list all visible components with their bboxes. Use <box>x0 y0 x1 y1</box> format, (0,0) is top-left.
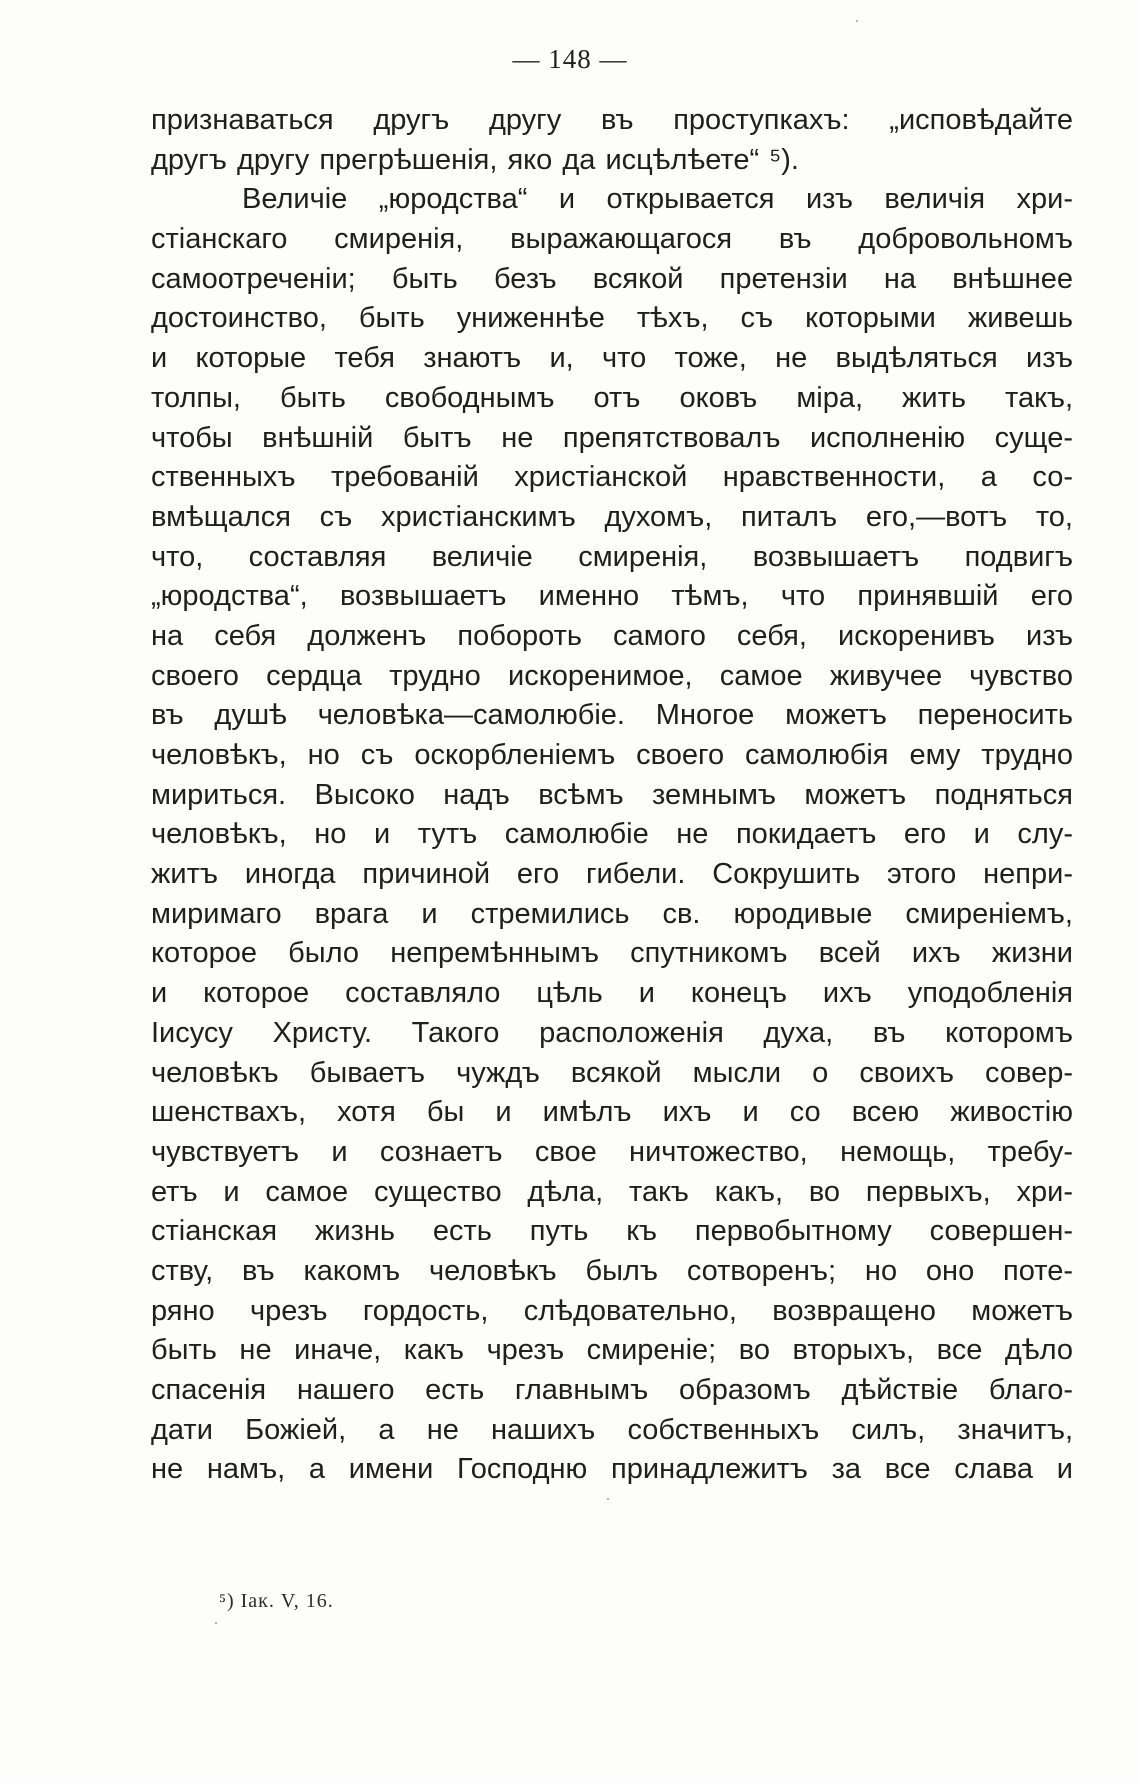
text-line: и которые тебя знаютъ и, что тоже, не выдѣляться изъ <box>151 342 1073 375</box>
text-line: мириться. Высоко надъ всѣмъ земнымъ можетъ подняться <box>151 778 1073 811</box>
scan-speck <box>607 1498 609 1500</box>
text-line: что, составляя величіе смиренія, возвышаетъ подвигъ <box>151 540 1073 573</box>
text-line: признаваться другъ другу въ проступкахъ: „исповѣдайте <box>151 104 1073 136</box>
text-line: „юродства“, возвышаетъ именно тѣмъ, что принявшій его <box>151 580 1073 613</box>
text-line: человѣкъ, но и тутъ самолюбіе не покидаетъ его и слу- <box>151 818 1073 851</box>
text-line: достоинство, быть униженнѣе тѣхъ, съ которыми живешь <box>151 302 1073 335</box>
text-line: стіанскаго смиренія, выражающагося въ добровольномъ <box>151 223 1073 256</box>
text-line: другъ другу прегрѣшенія, яко да исцѣлѣете“ ⁵). <box>151 143 799 176</box>
text-line: Величіе „юродства“ и открывается изъ величія хри- <box>242 183 1073 216</box>
text-line: житъ иногда причиной его гибели. Сокрушить этого непри- <box>151 858 1073 891</box>
footnote: ⁵) Іак. V, 16. <box>219 1590 334 1612</box>
text-line: дати Божіей, а не нашихъ собственныхъ силъ, значитъ, <box>151 1413 1073 1446</box>
text-line: чувствуетъ и сознаетъ свое ничтожество, немощь, требу- <box>151 1135 1073 1168</box>
text-line: ряно чрезъ гордость, слѣдовательно, возвращено можетъ <box>151 1294 1073 1327</box>
page-number: — 148 — <box>512 44 628 74</box>
text-line: своего сердца трудно искоренимое, самое живучее чувство <box>151 659 1073 692</box>
text-line: на себя долженъ побороть самого себя, искоренивъ изъ <box>151 619 1073 652</box>
text-line: человѣкъ бываетъ чуждъ всякой мысли о своихъ совер- <box>151 1056 1073 1089</box>
text-line: ственныхъ требованій христіанской нравственности, а со- <box>151 461 1073 494</box>
text-line: стіанская жизнь есть путь къ первобытному совершен- <box>151 1215 1073 1248</box>
text-line: спасенія нашего есть главнымъ образомъ дѣйствіе благо- <box>151 1374 1073 1406</box>
text-line: въ душѣ человѣка—самолюбіе. Многое можетъ переносить <box>151 699 1073 732</box>
text-line: толпы, быть свободнымъ отъ оковъ міра, жить такъ, <box>151 381 1073 414</box>
text-line: человѣкъ, но съ оскорбленіемъ своего самолюбія ему трудно <box>151 739 1073 771</box>
text-line: вмѣщался съ христіанскимъ духомъ, питалъ его,—вотъ то, <box>151 500 1073 533</box>
text-line: самоотреченіи; быть безъ всякой претензіи на внѣшнее <box>151 262 1073 295</box>
text-line: шенствахъ, хотя бы и имѣлъ ихъ и со всею живостію <box>151 1096 1073 1129</box>
text-line: не намъ, а имени Господню принадлежитъ за все слава и <box>151 1453 1073 1486</box>
scan-speck <box>215 1622 217 1624</box>
text-line: миримаго врага и стремились св. юродивые смиреніемъ, <box>151 897 1073 930</box>
text-line: и которое составляло цѣль и конецъ ихъ уподобленія <box>151 977 1073 1010</box>
text-line: чтобы внѣшній бытъ не препятствовалъ исполненію суще- <box>151 421 1073 454</box>
text-line: быть не иначе, какъ чрезъ смиреніе; во вторыхъ, все дѣло <box>151 1334 1073 1367</box>
text-line: етъ и самое существо дѣла, такъ какъ, во первыхъ, хри- <box>151 1175 1073 1208</box>
text-line: Іисусу Христу. Такого расположенія духа, въ которомъ <box>151 1016 1073 1049</box>
text-line: ству, въ какомъ человѣкъ былъ сотворенъ; но оно поте- <box>151 1254 1073 1287</box>
text-line: которое было непремѣннымъ спутникомъ всей ихъ жизни <box>151 937 1073 970</box>
body-text <box>151 101 1073 1490</box>
scan-speck <box>856 20 858 22</box>
